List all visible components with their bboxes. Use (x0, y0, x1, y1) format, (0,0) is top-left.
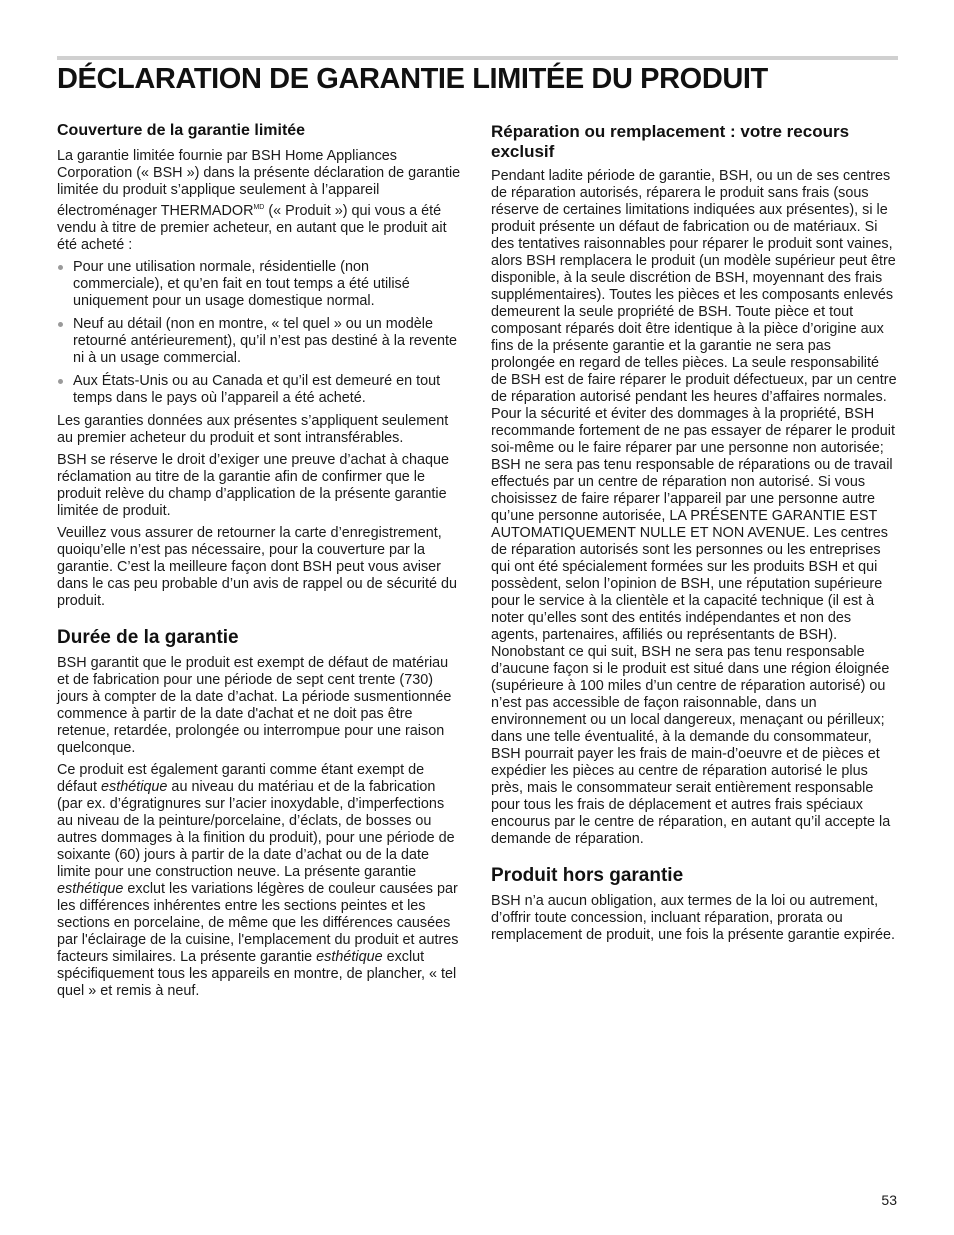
list-item (57, 373, 463, 407)
duration-p2-part-c: exclut les variations légères de couleur causées par les différences inhérentes entre les sections peintes et les sections en porcelaine, de même que les différences causées par l'éclairage de la cuisine, l'emplacement du produit et autres facteurs similaires. La présente garantie (57, 881, 459, 965)
esthetique-term: esthétique (101, 779, 168, 795)
page-title: DÉCLARATION DE GARANTIE LIMITÉE DU PRODUIT (57, 63, 768, 95)
coverage-heading: Couverture de la garantie limitée (57, 122, 306, 139)
left-column (57, 122, 463, 1005)
duration-p2-part-b: au niveau du matériau et de la fabrication (par ex. d’égratignures sur l’acier inoxydable, d’imperfections au niveau de la peinture/porcelaine, d’éclats, de bosses ou autres dommages à la finition du produit), pour une période de soixante (60) jours à partir de la date d’achat ou de la date limite pour une construction neuve. La présente garantie (57, 779, 455, 880)
trademark-sup: MD (253, 204, 265, 211)
repair-paragraph: Pendant ladite période de garantie, BSH, ou un de ses centres de réparation autorisés, réparera le produit sans frais (sous réserve de certaines limitations indiquées aux présentes), si le produit présente un défaut de fabrication ou de matériaux. Si des tentatives raisonnables pour réparer le produit sont vaines, alors BSH remplacera le produit (un modèle supérieur peut être disponible, à la seule discrétion de BSH, moyennant des frais supplémentaires). Toutes les pièces et les composants enlevés demeurent la seule propriété de BSH. Toute pièce et tout composant réparés doit être identique à la pièce d’origine aux fins de la présente garantie et la garantie ne sera pas prolongée en regard de telles pièces. La seule responsabilité de BSH est de faire réparer le produit défectueux, par un centre de réparation autorisé pendant les heures d’affaires normales. Pour la sécurité et éviter des dommages à la propriété, BSH recommande fortement de ne pas essayer de réparer le produit soi-même ou le faire réparer par une personne non autorisée; BSH ne sera pas tenu responsable de réparations ou de travail effectués par un centre de réparation non autorisé. Si vous choisissez de faire réparer l’appareil par une personne autre qu’une personne autorisée, LA PRÉSENTE GARANTIE EST AUTOMATIQUEMENT NULLE ET NON AVENUE. Les centres de réparation autorisés sont les personnes ou les entreprises qui ont été spécialement formées sur les produits BSH et qui possèdent, selon l’opinion de BSH, une réputation supérieure pour le service à la clientèle et la capacité technique (il est à noter qu’elles sont des entités indépendantes et non des agents, partenaires, affiliés ou représentants de BSH). Nonobstant ce qui suit, BSH ne sera pas tenu responsable d’aucune façon si le produit est situé dans une région éloignée (supérieure à 100 miles d’un centre de réparation autorisé) ou n’est pas accessible de façon raisonnable, dans un environnement ou un local dangereux, menaçant ou périlleux; dans une telle éventualité, à la demande du consommateur, BSH pourrait payer les frais de main-d’oeuvre et de pièces et expédier les pièces au centre de réparation autorisé le plus près, mais le consommateur serait entièrement responsable pour tous les frais de déplacement et autres frais spéciaux encourus par le centre de réparation, en autant qu’il accepte la demande de réparation. (491, 168, 897, 847)
duration-paragraph-1: BSH garantit que le produit est exempt de défaut de matériau et de fabrication pour une période de sept cent trente (730) jours à compter de la date d’achat. La période susmentionnée commence à partir de la date d'achat et ne doit pas être retenue, retardée, prolongée ou interrompue pour une raison quelconque. (57, 655, 452, 756)
list-item (57, 259, 463, 310)
coverage-intro (57, 148, 463, 254)
repair-heading: Réparation ou remplacement : votre recours exclusif (491, 122, 850, 161)
coverage-bullet-list (57, 259, 463, 407)
duration-paragraph-2 (57, 762, 463, 1000)
bullet-text: Neuf au détail (non en montre, « tel quel » ou un modèle retourné antérieurement), qu’il n’est pas destiné à la revente ni à un usage commercial. (73, 316, 457, 366)
bullet-icon (58, 379, 63, 384)
outside-warranty-heading: Produit hors garantie (491, 865, 684, 886)
coverage-paragraph-3: BSH se réserve le droit d’exiger une preuve d’achat à chaque réclamation au titre de la garantie afin de confirmer que le produit relève du champ d’application de la présente garantie limitée de produit. (57, 452, 449, 519)
duration-p2-part-a: Ce produit est également garanti comme étant exempt de défaut (57, 762, 425, 795)
coverage-intro-part1: La garantie limitée fournie par BSH Home Appliances Corporation (« BSH ») dans la présente déclaration de garantie limitée du produit s’applique seulement à l’appareil électroménager THERMADOR (57, 148, 461, 219)
bullet-text: Aux États-Unis ou au Canada et qu’il est demeuré en tout temps dans le pays où l’appareil a été acheté. (73, 373, 441, 406)
bullet-text: Pour une utilisation normale, résidentielle (non commerciale), et qu’en fait en tout temps a été utilisé uniquement pour un usage domestique normal. (73, 259, 410, 309)
coverage-intro-part2: (« Produit ») qui vous a été vendu à titre de premier acheteur, en autant que le produit ait été acheté : (57, 203, 447, 253)
duration-heading: Durée de la garantie (57, 627, 239, 648)
list-item (57, 316, 463, 367)
right-column (491, 122, 897, 949)
bullet-icon (58, 265, 63, 270)
esthetique-term: esthétique (57, 881, 124, 897)
coverage-paragraph-4: Veuillez vous assurer de retourner la carte d’enregistrement, quoiqu’elle n’est pas nécessaire, pour la couverture par la garantie. C’est la meilleure façon dont BSH peut vous aviser dans le cas peu probable d’un avis de rappel ou de sécurité du produit. (57, 525, 458, 609)
esthetique-term: esthétique (316, 949, 383, 965)
page-number: 53 (881, 1192, 897, 1208)
duration-p2-part-d: exclut spécifiquement tous les appareils en montre, de plancher, « tel quel » et remis à neuf. (57, 949, 457, 999)
bullet-icon (58, 322, 63, 327)
coverage-paragraph-2: Les garanties données aux présentes s’appliquent seulement au premier acheteur du produit et sont intransférables. (57, 413, 449, 446)
top-rule (57, 56, 898, 60)
outside-warranty-paragraph: BSH n’a aucun obligation, aux termes de la loi ou autrement, d’offrir toute concession, incluant réparation, prorata ou remplacement de produit, une fois la présente garantie expirée. (491, 893, 895, 943)
